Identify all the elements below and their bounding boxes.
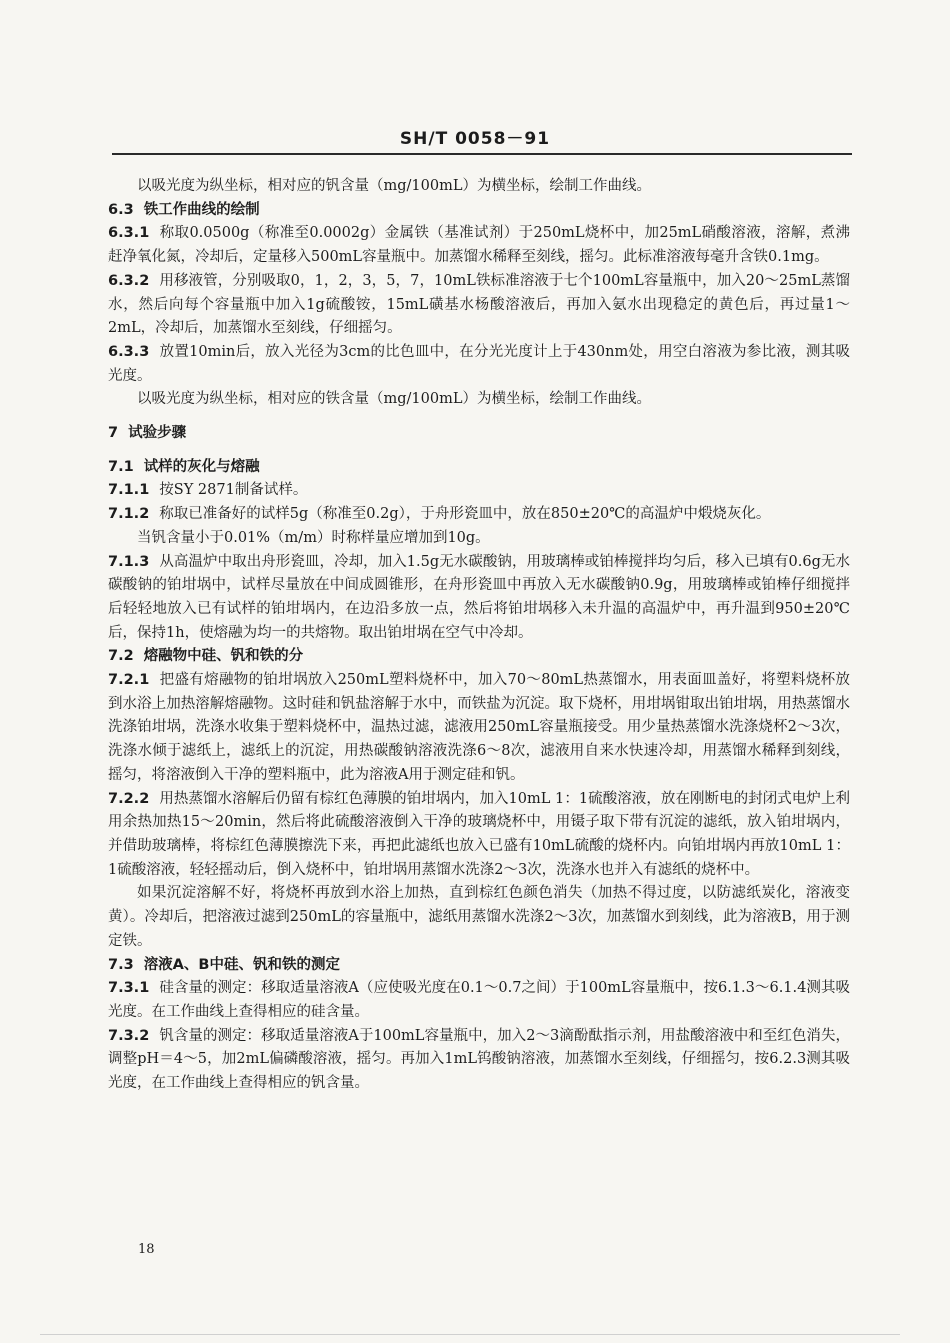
clause-text: 按SY 2871制备试样。 (159, 482, 308, 499)
clause-number: 7.1.1 (108, 482, 150, 499)
clause-number: 6.3.1 (108, 225, 150, 242)
clause-text: 钒含量的测定：移取适量溶液A于100mL容量瓶中，加入2～3滴酚酞指示剂，用盐酸溶液中和至红色消失，调整pH＝4～5，加2mL偏磷酸溶液，摇匀。再加入1mL钨酸钠溶液，加蒸馏水至刻线，仔细摇匀，按6.2.3测其吸光度，在工作曲线上查得相应的钒含量。 (108, 1027, 850, 1092)
subsection-heading (108, 456, 850, 480)
clause-number: 7.3 (108, 956, 134, 973)
clause-text: 溶液A、B中硅、钒和铁的测定 (143, 956, 340, 973)
clause-number: 7.1 (108, 458, 134, 475)
paragraph (108, 388, 850, 412)
clause-number: 7.2 (108, 648, 134, 665)
clause-number: 7.3.2 (108, 1027, 150, 1044)
clause-text: 试样的灰化与熔融 (143, 458, 260, 475)
clause-number: 7.1.3 (108, 553, 150, 570)
clause-text: 以吸光度为纵坐标，相对应的钒含量（mg/100mL）为横坐标，绘制工作曲线。 (137, 178, 651, 194)
clause-number: 7.2.1 (108, 672, 150, 689)
clause-text: 以吸光度为纵坐标，相对应的铁含量（mg/100mL）为横坐标，绘制工作曲线。 (137, 391, 651, 408)
document-body (108, 175, 850, 1096)
paragraph (108, 527, 850, 551)
section-heading (108, 422, 850, 446)
clause-text: 从高温炉中取出舟形瓷皿，冷却，加入1.5g无水碳酸钠，用玻璃棒或铂棒搅拌均匀后，移入已填有0.6g无水碳酸钠的铂坩埚中，试样尽量放在中间成圆锥形，在舟形瓷皿中再放入无水碳酸钠0.9g，用玻璃棒或铂棒仔细搅拌后轻轻地放入已有试样的铂坩埚内，在边沿多放一点，然后将铂坩埚移入未升温的高温炉中，再升温到950±20℃后，保持1h，使熔融为均一的共熔物。取出铂坩埚在空气中冷却。 (108, 553, 850, 641)
paragraph (108, 1025, 850, 1096)
paragraph (108, 977, 850, 1024)
clause-text: 称取已准备好的试样5g（称准至0.2g），于舟形瓷皿中，放在850±20℃的高温炉中煅烧灰化。 (159, 506, 771, 523)
subsection-heading (108, 199, 850, 223)
paragraph (108, 503, 850, 527)
page-number: 18 (138, 1242, 155, 1257)
page-bottom-edge (40, 1334, 900, 1335)
clause-number: 6.3 (108, 201, 134, 218)
subsection-heading (108, 954, 850, 978)
clause-text: 把盛有熔融物的铂坩埚放入250mL塑料烧杯中，加入70～80mL热蒸馏水，用表面皿盖好，将塑料烧杯放到水浴上加热溶解熔融物。这时硅和钒盐溶解于水中，而铁盐为沉淀。取下烧杯，用坩埚钳取出铂坩埚，用热蒸馏水洗涤铂坩埚，洗涤水收集于塑料烧杯中，温热过滤，滤液用250mL容量瓶接受。用少量热蒸馏水洗涤烧杯2～3次，洗涤水倾于滤纸上，滤纸上的沉淀，用热碳酸钠溶液洗涤6～8次，滤液用自来水快速冷却，用蒸馏水稀释到刻线，摇匀，将溶液倒入干净的塑料瓶中，此为溶液A用于测定硅和钒。 (108, 672, 850, 783)
clause-text: 当钒含量小于0.01%（m/m）时称样量应增加到10g。 (137, 529, 490, 546)
clause-text: 放置10min后，放入光径为3cm的比色皿中，在分光光度计上于430nm处，用空白溶液为参比液，测其吸光度。 (108, 343, 850, 384)
clause-text: 铁工作曲线的绘制 (143, 201, 260, 218)
header-rule (112, 153, 852, 155)
paragraph (108, 882, 850, 953)
clause-text: 熔融物中硅、钒和铁的分 (143, 648, 304, 665)
clause-text: 用移液管，分别吸取0，1，2，3，5，7，10mL铁标准溶液于七个100mL容量瓶中，加入20～25mL蒸馏水，然后向每个容量瓶中加入1g硫酸铵，15mL磺基水杨酸溶液后，再加入氨水出现稳定的黄色后，再过量1～2mL，冷却后，加蒸馏水至刻线，仔细摇匀。 (108, 272, 850, 337)
paragraph (108, 479, 850, 503)
clause-text: 用热蒸馏水溶解后仍留有棕红色薄膜的铂坩埚内，加入10mL 1：1硫酸溶液，放在刚断电的封闭式电炉上利用余热加热15～20min，然后将此硫酸溶液倒入干净的玻璃烧杯中，用镊子取下带有沉淀的滤纸，放入铂坩埚内，并借助玻璃棒，将棕红色薄膜擦洗下来，再把此滤纸也放入已盛有10mL硫酸的烧杯内。向铂坩埚内再放10mL 1：1硫酸溶液，轻轻摇动后，倒入烧杯中，铂坩埚用蒸馏水洗涤2～3次，洗涤水也并入有滤纸的烧杯中。 (108, 790, 850, 878)
clause-text: 硅含量的测定：移取适量溶液A（应使吸光度在0.1～0.7之间）于100mL容量瓶中，按6.1.3～6.1.4测其吸光度。在工作曲线上查得相应的硅含量。 (108, 980, 850, 1020)
clause-text: 称取0.0500g（称准至0.0002g）金属铁（基准试剂）于250mL烧杯中，加25mL硝酸溶液，溶解，煮沸赶净氧化氮，冷却后，定量移入500mL容量瓶中。加蒸馏水稀释至刻线，摇匀。此标准溶液每毫升含铁0.1mg。 (108, 225, 850, 266)
paragraph (108, 175, 850, 199)
clause-number: 7.1.2 (108, 506, 150, 523)
paragraph (108, 222, 850, 269)
paragraph (108, 788, 850, 883)
clause-text: 如果沉淀溶解不好，将烧杯再放到水浴上加热，直到棕红色颜色消失（加热不得过度，以防滤纸炭化，溶液变黄）。冷却后，把溶液过滤到250mL的容量瓶中，滤纸用蒸馏水洗涤2～3次，加蒸馏水到刻线，此为溶液B，用于测定铁。 (108, 885, 850, 949)
paragraph (108, 270, 850, 341)
clause-number: 7 (108, 425, 119, 442)
clause-number: 7.2.2 (108, 790, 150, 807)
subsection-heading (108, 645, 850, 669)
clause-number: 6.3.2 (108, 272, 150, 289)
clause-text: 试验步骤 (128, 425, 187, 442)
clause-number: 6.3.3 (108, 343, 150, 360)
paragraph (108, 341, 850, 388)
standard-code-header: SH/T 0058－91 (399, 129, 551, 149)
paragraph (108, 551, 850, 646)
paragraph (108, 669, 850, 788)
clause-number: 7.3.1 (108, 980, 150, 997)
